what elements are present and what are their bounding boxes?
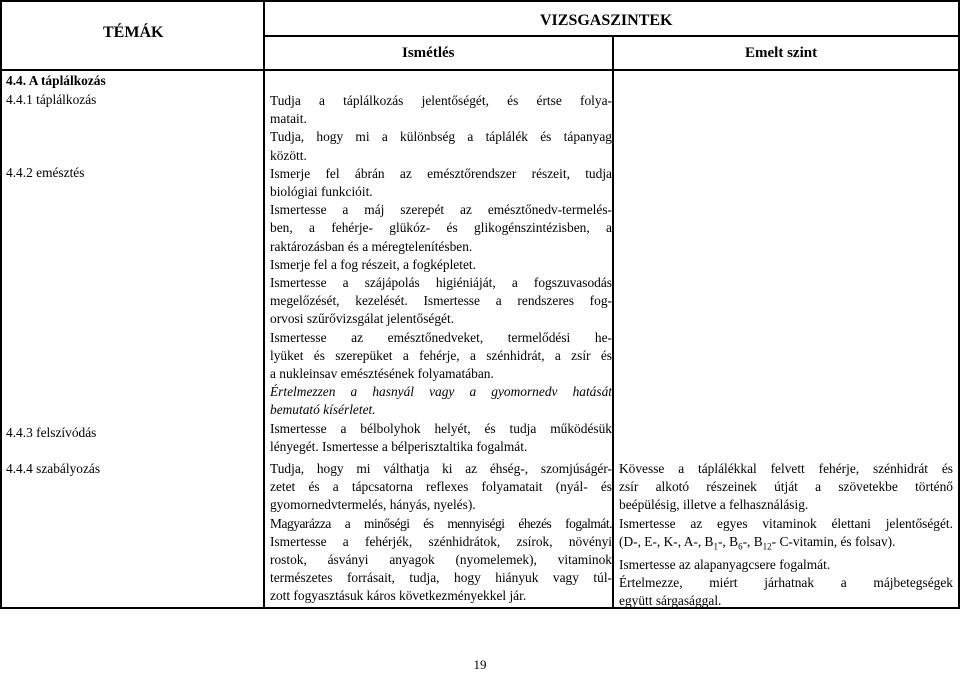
topic-4-4-4: 4.4.4 szabályozás [6, 461, 101, 476]
ismetles-line: között. [270, 147, 307, 163]
ismetles-line: gyomornedvtermelés, hányás, nyelés). [270, 497, 476, 513]
ismetles-line: lényegét. Ismertesse a bélperisztaltika fogalmát. [270, 438, 528, 454]
emelt-line: együtt sárgasággal. [619, 593, 722, 609]
vitamin-subscript: 6 [738, 541, 743, 552]
emelt-block [619, 460, 953, 610]
header-temak: TÉMÁK [103, 24, 164, 41]
topic-4-4-3: 4.4.3 felszívódás [6, 425, 97, 440]
table-top-border [0, 0, 960, 2]
ismetles-line: zott fogyasztásuk káros következményekkel jár. [270, 588, 527, 604]
emelt-line: Kövesse a táplálékkal felvett fehérje, szénhidrát és [619, 461, 953, 476]
ismetles-line: Ismertesse a máj szerepét az emésztőnedv-termelés- [270, 202, 612, 218]
ismetles-line: Ismerje fel a fog részeit, a fogképletet. [270, 256, 476, 272]
ismetles-line: Ismertesse a szájápolás higiéniáját, a fogszuvasodás [270, 275, 612, 291]
header-vizsgaszintek: VIZSGASZINTEK [540, 12, 673, 29]
header-emelt-szint: Emelt szint [745, 45, 818, 61]
ismetles-line: Tudja, hogy mi a különbség a táplálék és tápanyag [270, 129, 612, 145]
emelt-line: Ismertesse az alapanyagcsere fogalmát. [619, 556, 831, 572]
ismetles-line: Ismertesse a fehérjék, szénhidrátok, zsírok, növényi [270, 533, 612, 549]
ismetles-line: orvosi szűrővizsgálat jelentőségét. [270, 311, 455, 327]
ismetles-line: Ismertesse az emésztőnedveket, termelődési he- [270, 329, 612, 345]
ismetles-line: megelőzését, kezelését. Ismertesse a rendszeres fog- [270, 293, 612, 309]
vitamin-text: (D-, E-, K-, A-, B [619, 533, 714, 549]
ismetles-line-italic: Értelmezzen a hasnyál vagy a gyomornedv hatását [270, 384, 612, 400]
topics-column-divider [263, 0, 265, 609]
page-number: 19 [473, 657, 487, 672]
vitamin-subscript: 1 [713, 541, 718, 552]
ismetles-line: ben, a fehérje- glükóz- és glikogénszintézisben, a [270, 220, 612, 236]
emelt-line: zsír alkotó részeinek útját a szövetekbe történő [619, 479, 953, 495]
ismetles-line: a nukleinsav emésztésének folyamatában. [270, 366, 494, 382]
topic-4-4-2: 4.4.2 emésztés [6, 165, 85, 180]
ismetles-line: Ismerje fel ábrán az emésztőrendszer részeit, tudja [270, 165, 612, 181]
ismetles-line: természetes forrásait, tudja, hogy hiányuk vagy túl- [270, 570, 612, 586]
vitamin-subscript: 12 [762, 541, 772, 552]
topic-main-heading: 4.4. A táplálkozás [6, 73, 106, 88]
ismetles-line: Tudja a táplálkozás jelentőségét, és értse folya- [270, 93, 612, 108]
vitamin-text: -, B [717, 533, 739, 549]
ismetles-line: raktározásban és a méregtelenítésben. [270, 238, 473, 254]
header-bottom-border [0, 69, 960, 71]
ismetles-line: biológiai funkcióit. [270, 184, 373, 200]
ismetles-line: Magyarázza a minőségi és mennyiségi éhezés fogalmát. [270, 515, 612, 531]
ismetles-line-italic: bemutató kísérletet. [270, 402, 376, 418]
ismetles-line: matait. [270, 111, 307, 127]
ismetles-line: Ismertesse a bélbolyhok helyét, és tudja működésük [270, 420, 612, 436]
ismetles-block-2 [270, 460, 612, 606]
ismetles-line: zetet és a tápcsatorna reflexes folyamatait (nyál- és [270, 479, 612, 495]
vitamin-text: -, B [742, 533, 763, 549]
emelt-line: beépülésig, illetve a felhasználásig. [619, 497, 809, 513]
vitamin-text: - C-vitamin, és folsav). [771, 533, 896, 549]
topic-4-4-1: 4.4.1 táplálkozás [6, 92, 97, 107]
emelt-line: Értelmezze, miért járhatnak a májbetegségek [619, 574, 953, 590]
ismetles-line: lyüket és szerepüket a fehérje, a szénhidrát, a zsír és [270, 347, 612, 363]
table-left-border [0, 0, 2, 609]
header-ismetles: Ismétlés [402, 45, 455, 61]
ismetles-line: rostok, ásványi anyagok (nyomelemek), vitaminok [270, 552, 612, 568]
ismetles-line: Tudja, hogy mi válthatja ki az éhség-, szomjúságér- [270, 461, 612, 476]
emelt-line: Ismertesse az egyes vitaminok élettani jelentőségét. [619, 515, 953, 531]
ismetles-block-1 [270, 92, 612, 456]
emelt-vitamin-line [619, 533, 953, 556]
levels-column-divider [612, 35, 614, 609]
